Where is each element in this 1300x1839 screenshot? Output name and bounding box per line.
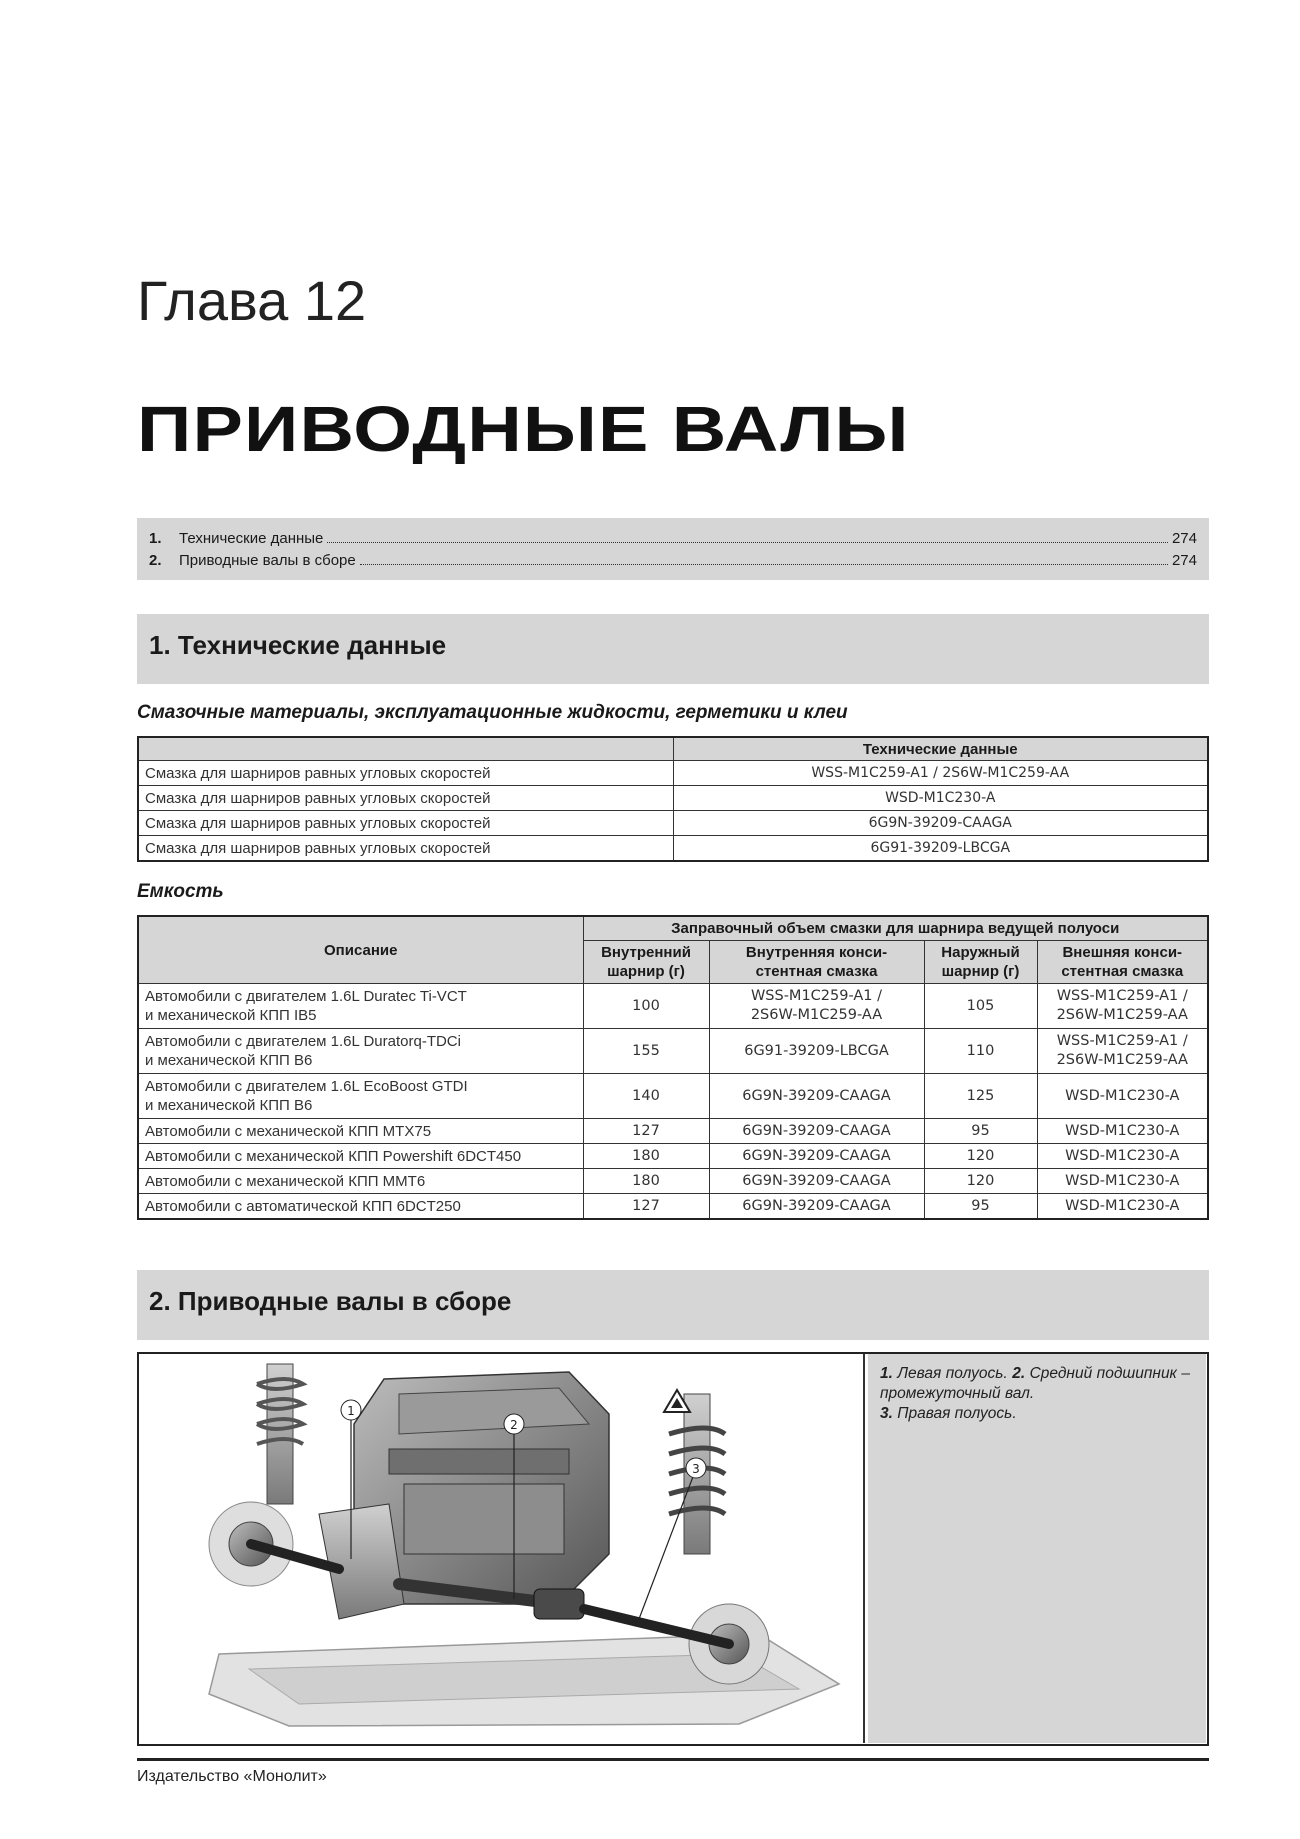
table-cell: 6G9N-39209-CAAGA (709, 1119, 924, 1144)
table-of-contents (137, 518, 1209, 580)
table-row (138, 1144, 1208, 1169)
cell-line: WSS-M1C259-A1 / (1056, 988, 1188, 1004)
table-cell: 127 (583, 1119, 709, 1144)
table-cell: 6G9N-39209-CAAGA (673, 811, 1208, 836)
header-line: шарнир (г) (941, 963, 1020, 980)
table-cell: 120 (924, 1144, 1037, 1169)
header-cell-empty (138, 737, 673, 761)
cell-line: Автомобили с двигателем 1.6L EcoBoost GTDI (145, 1078, 468, 1095)
table-cell: 180 (583, 1144, 709, 1169)
toc-leader (360, 564, 1168, 565)
cell-line: 2S6W-M1C259-AA (750, 1007, 883, 1023)
table-cell (709, 984, 924, 1029)
cell-line: и механической КПП B6 (145, 1097, 313, 1114)
toc-item-title: Технические данные (179, 530, 324, 547)
callout-2: 2 (510, 1418, 518, 1432)
table-cell: 110 (924, 1029, 1037, 1074)
drive-shaft-drawing (139, 1354, 863, 1743)
section-title: 1. Технические данные (149, 630, 447, 660)
footer-divider (137, 1758, 1209, 1761)
table-cell: 100 (583, 984, 709, 1029)
header-line: стентная смазка (755, 963, 878, 980)
lubricants-table (137, 736, 1209, 862)
table-cell: 125 (924, 1074, 1037, 1119)
cell-line: 2S6W-M1C259-AA (1056, 1052, 1188, 1068)
cell-line: и механической КПП B6 (145, 1052, 313, 1069)
table-cell (138, 984, 583, 1029)
table-cell: Автомобили с автоматической КПП 6DCT250 (138, 1194, 583, 1220)
table-cell: 95 (924, 1119, 1037, 1144)
table-row (138, 786, 1208, 811)
capacity-heading: Емкость (137, 881, 224, 902)
header-line: Внутренняя конси- (745, 944, 888, 961)
header-cell (1037, 941, 1208, 984)
header-cell (583, 941, 709, 984)
publisher: Издательство «Монолит» (137, 1768, 327, 1785)
table-cell: 6G9N-39209-CAAGA (709, 1194, 924, 1220)
table-cell: WSD-M1C230-A (1037, 1144, 1208, 1169)
table-row (138, 1169, 1208, 1194)
table-row (138, 1194, 1208, 1220)
table-cell: 140 (583, 1074, 709, 1119)
header-cell: Технические данные (673, 737, 1208, 761)
table-row (138, 811, 1208, 836)
chapter-label: Глава 12 (137, 269, 367, 332)
section-1-header (137, 614, 1209, 684)
table-cell: Смазка для шарниров равных угловых скоростей (138, 836, 673, 862)
table-header-row (138, 737, 1208, 761)
table-header-row (138, 916, 1208, 941)
caption-text: Левая полуось. (897, 1365, 1008, 1382)
table-cell: WSD-M1C230-A (1037, 1074, 1208, 1119)
toc-item[interactable] (149, 530, 1197, 547)
toc-item-title: Приводные валы в сборе (179, 552, 356, 569)
table-cell: WSD-M1C230-A (1037, 1119, 1208, 1144)
header-group-cell: Заправочный объем смазки для шарнира ведущей полуоси (583, 916, 1208, 941)
table-cell (1037, 1029, 1208, 1074)
table-cell: Смазка для шарниров равных угловых скоростей (138, 811, 673, 836)
table-row (138, 1119, 1208, 1144)
cell-line: и механической КПП IB5 (145, 1007, 317, 1024)
cell-line: Автомобили с двигателем 1.6L Duratec Ti-VCT (145, 988, 467, 1005)
table-row (138, 1029, 1208, 1074)
chapter-title: ПРИВОДНЫЕ ВАЛЫ (137, 393, 910, 465)
capacity-table (137, 915, 1209, 1220)
table-cell (138, 1074, 583, 1119)
header-line: Внешняя конси- (1062, 944, 1183, 961)
table-row (138, 1074, 1208, 1119)
table-cell: 155 (583, 1029, 709, 1074)
table-cell: Автомобили с механической КПП MTX75 (138, 1119, 583, 1144)
table-cell (1037, 984, 1208, 1029)
table-row (138, 836, 1208, 862)
table-cell (138, 1029, 583, 1074)
table-cell: 127 (583, 1194, 709, 1220)
table-cell: Автомобили с механической КПП MMT6 (138, 1169, 583, 1194)
table-cell: 95 (924, 1194, 1037, 1220)
toc-item-page: 274 (1171, 552, 1197, 569)
cell-line: WSS-M1C259-A1 / (750, 988, 883, 1004)
section-title: 2. Приводные валы в сборе (149, 1286, 512, 1316)
header-line: шарнир (г) (607, 963, 685, 980)
table-cell: 6G91-39209-LBCGA (709, 1029, 924, 1074)
cell-line: 2S6W-M1C259-AA (1056, 1007, 1188, 1023)
header-cell: Описание (138, 916, 583, 984)
toc-item-number: 2. (149, 552, 162, 569)
table-cell: 6G9N-39209-CAAGA (709, 1169, 924, 1194)
table-cell: WSD-M1C230-A (1037, 1169, 1208, 1194)
callout-3: 3 (692, 1462, 700, 1476)
header-line: стентная смазка (1061, 963, 1184, 980)
figure-caption (868, 1354, 1206, 1743)
header-line: Внутренний (601, 944, 691, 961)
table-cell: 6G9N-39209-CAAGA (709, 1074, 924, 1119)
table-cell: 120 (924, 1169, 1037, 1194)
table-cell: WSD-M1C230-A (1037, 1194, 1208, 1220)
section-2-header (137, 1270, 1209, 1340)
caption-number: 2. (1012, 1365, 1026, 1382)
table-cell: WSD-M1C230-A (673, 786, 1208, 811)
table-row (138, 761, 1208, 786)
callout-1: 1 (347, 1404, 355, 1418)
cell-line: WSS-M1C259-A1 / (1056, 1033, 1188, 1049)
header-cell (709, 941, 924, 984)
caption-text: Средний подшипник – промежуточный вал. (880, 1365, 1190, 1402)
table-cell: 105 (924, 984, 1037, 1029)
lubricants-heading: Смазочные материалы, эксплуатационные жидкости, герметики и клеи (137, 702, 848, 723)
figure (137, 1352, 1209, 1746)
toc-leader (327, 542, 1168, 543)
toc-item-page: 274 (1171, 530, 1197, 547)
cell-line: Автомобили с двигателем 1.6L Duratorq-TDCi (145, 1033, 461, 1050)
caption-text: Правая полуось. (897, 1405, 1017, 1422)
header-cell (924, 941, 1037, 984)
table-cell: Смазка для шарниров равных угловых скоростей (138, 786, 673, 811)
toc-item-number: 1. (149, 530, 162, 547)
toc-item[interactable] (149, 552, 1197, 569)
caption-number: 1. (880, 1365, 893, 1382)
table-cell: Смазка для шарниров равных угловых скоростей (138, 761, 673, 786)
table-cell: 6G91-39209-LBCGA (673, 836, 1208, 862)
header-line: Наружный (941, 944, 1020, 961)
table-cell: 6G9N-39209-CAAGA (709, 1144, 924, 1169)
table-cell: WSS-M1C259-A1 / 2S6W-M1C259-AA (673, 761, 1208, 786)
table-row (138, 984, 1208, 1029)
table-cell: 180 (583, 1169, 709, 1194)
table-cell: Автомобили с механической КПП Powershift 6DCT450 (138, 1144, 583, 1169)
caption-number: 3. (880, 1405, 893, 1422)
drive-shaft-illustration (139, 1354, 865, 1743)
